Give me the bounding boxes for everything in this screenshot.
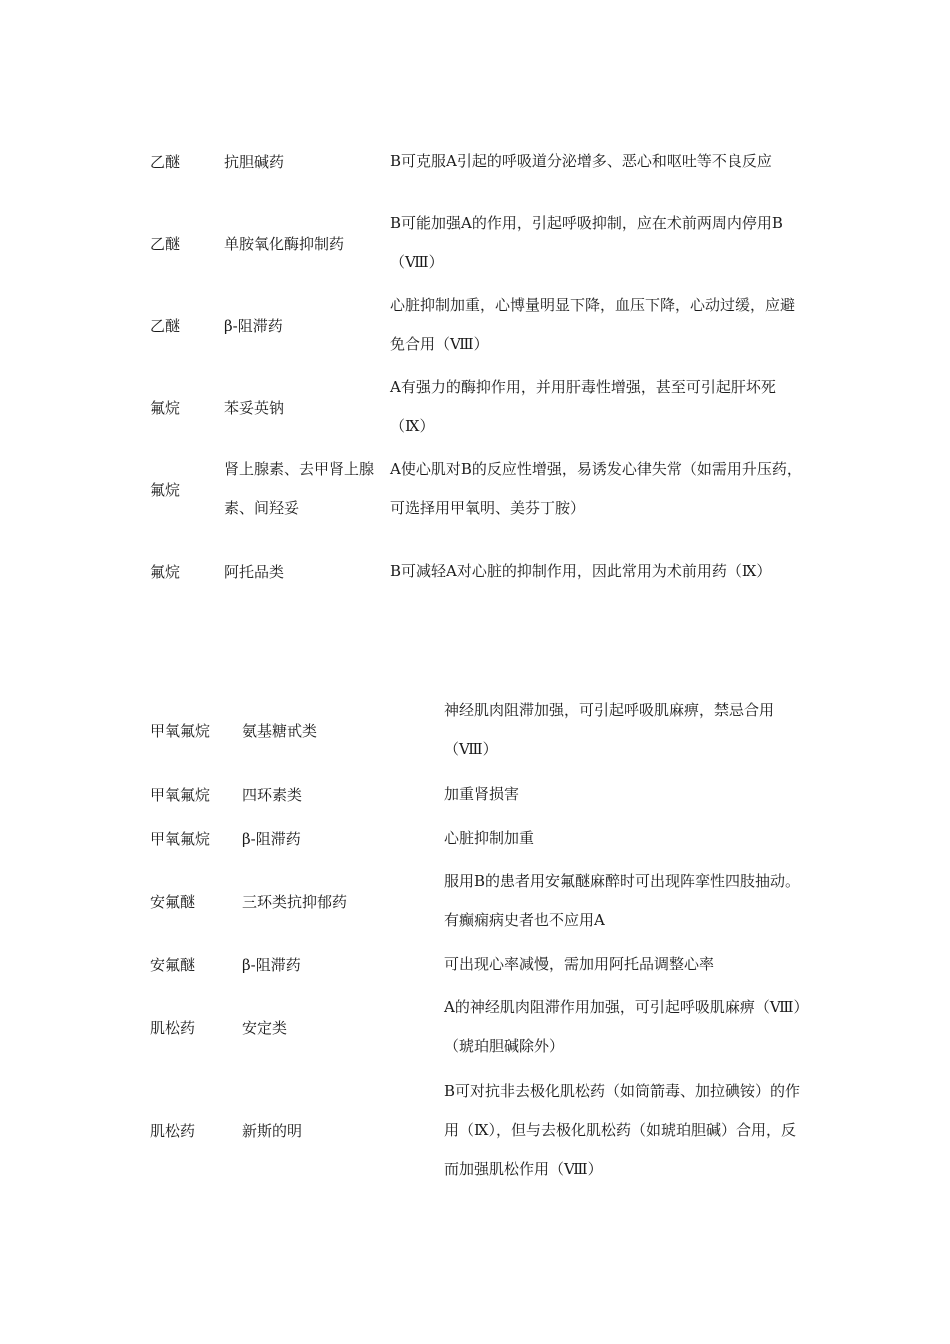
drug-b-cell: 三环类抗抑郁药	[242, 892, 348, 911]
drug-a-cell: 氟烷	[150, 480, 181, 499]
table-row	[150, 284, 802, 366]
effect-cell: 加重肾损害	[444, 784, 520, 803]
drug-b-cell: 安定类	[242, 1018, 288, 1037]
drug-a-cell: 甲氧氟烷	[150, 785, 211, 804]
table-row	[150, 202, 802, 284]
effect-cell: 可出现心率减慢，需加用阿托品调整心率	[444, 954, 715, 973]
drug-b-cell: 新斯的明	[242, 1121, 303, 1140]
table-row	[150, 986, 802, 1068]
effect-cell: 心脏抑制加重，心博量明显下降，血压下降，心动过缓，应避免合用（Ⅷ）	[390, 296, 796, 353]
drug-b-cell: 苯妥英钠	[224, 398, 285, 417]
drug-a-cell: 氟烷	[150, 562, 181, 581]
table-row	[150, 772, 802, 816]
effect-cell: B可克服A引起的呼吸道分泌增多、恶心和呕吐等不良反应	[390, 151, 772, 170]
drug-b-cell: 阿托品类	[224, 562, 285, 581]
drug-a-cell: 甲氧氟烷	[150, 829, 211, 848]
effect-cell: A有强力的酶抑作用，并用肝毒性增强，甚至可引起肝坏死（Ⅸ）	[390, 378, 776, 435]
drug-b-cell: β-阻滞药	[242, 829, 301, 848]
effect-cell: 心脏抑制加重	[444, 828, 535, 847]
drug-a-cell: 肌松药	[150, 1121, 196, 1140]
table-row	[150, 530, 802, 612]
drug-a-cell: 氟烷	[150, 398, 181, 417]
drug-a-cell: 甲氧氟烷	[150, 721, 211, 740]
table-row	[150, 816, 802, 860]
drug-a-cell: 安氟醚	[150, 955, 196, 974]
interaction-table-1	[150, 120, 802, 612]
table-row	[150, 448, 802, 530]
drug-b-cell: 四环素类	[242, 785, 303, 804]
table-row	[150, 860, 802, 942]
drug-b-cell: 肾上腺素、去甲肾上腺素、间羟妥	[224, 460, 375, 517]
table-row	[150, 120, 802, 202]
table-row	[150, 688, 802, 772]
drug-b-cell: 单胺氧化酶抑制药	[224, 234, 345, 253]
table-row	[150, 942, 802, 986]
effect-cell: A使心肌对B的反应性增强，易诱发心律失常（如需用升压药，可选择用甲氧明、美芬丁胺）	[390, 460, 802, 517]
table-row	[150, 366, 802, 448]
interaction-table-2	[150, 688, 802, 1192]
effect-cell: B可能加强A的作用，引起呼吸抑制，应在术前两周内停用B（Ⅷ）	[390, 214, 783, 271]
drug-b-cell: β-阻滞药	[224, 316, 283, 335]
drug-b-cell: β-阻滞药	[242, 955, 301, 974]
drug-a-cell: 乙醚	[150, 152, 181, 171]
effect-cell: B可对抗非去极化肌松药（如筒箭毒、加拉碘铵）的作用（Ⅸ），但与去极化肌松药（如琥珀胆碱）合用，反而加强肌松作用（Ⅷ）	[444, 1081, 801, 1178]
effect-cell: B可减轻A对心脏的抑制作用，因此常用为术前用药（Ⅸ）	[390, 561, 772, 580]
drug-a-cell: 安氟醚	[150, 892, 196, 911]
effect-cell: A的神经肌肉阻滞作用加强，可引起呼吸肌麻痹（Ⅷ）（琥珀胆碱除外）	[444, 998, 801, 1055]
effect-cell: 服用B的患者用安氟醚麻醉时可出现阵挛性四肢抽动。有癫痫病史者也不应用A	[444, 872, 801, 929]
drug-b-cell: 氨基糖甙类	[242, 721, 318, 740]
drug-a-cell: 肌松药	[150, 1018, 196, 1037]
table-row	[150, 1068, 802, 1192]
effect-cell: 神经肌肉阻滞加强，可引起呼吸肌麻痹，禁忌合用（Ⅷ）	[444, 701, 775, 758]
drug-b-cell: 抗胆碱药	[224, 152, 285, 171]
drug-a-cell: 乙醚	[150, 234, 181, 253]
drug-a-cell: 乙醚	[150, 316, 181, 335]
